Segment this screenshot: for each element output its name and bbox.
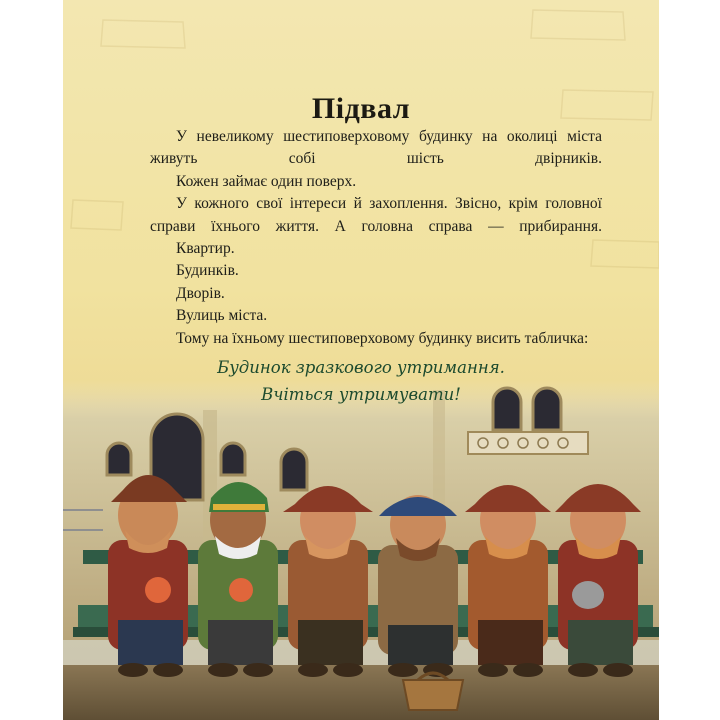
paragraph: Вулиць міста. xyxy=(176,307,268,325)
plaque-line-2: Вчіться утримувати! xyxy=(261,385,461,404)
book-page xyxy=(63,0,659,720)
paragraph: У кожного свої інтереси й захоплення. Звісно, крім головної справи їхнього життя. А головна справа — прибирання. xyxy=(150,195,602,235)
body-text xyxy=(150,126,602,350)
paragraph: Тому на їхньому шестиповерховому будинку висить табличка: xyxy=(176,329,589,347)
janitors-illustration xyxy=(63,380,659,720)
plaque-line-1: Будинок зразкового утримання. xyxy=(217,358,505,377)
paragraph: Квартир. xyxy=(176,240,235,258)
paragraph: Дворів. xyxy=(176,284,225,302)
chapter-title: Підвал xyxy=(311,92,411,126)
paragraph: У невеликому шестиповерховому будинку на околиці міста живуть собі шість двірників. xyxy=(150,128,602,168)
paragraph: Кожен займає один поверх. xyxy=(176,172,357,190)
page-margin xyxy=(659,0,720,720)
paragraph: Будинків. xyxy=(176,262,239,280)
